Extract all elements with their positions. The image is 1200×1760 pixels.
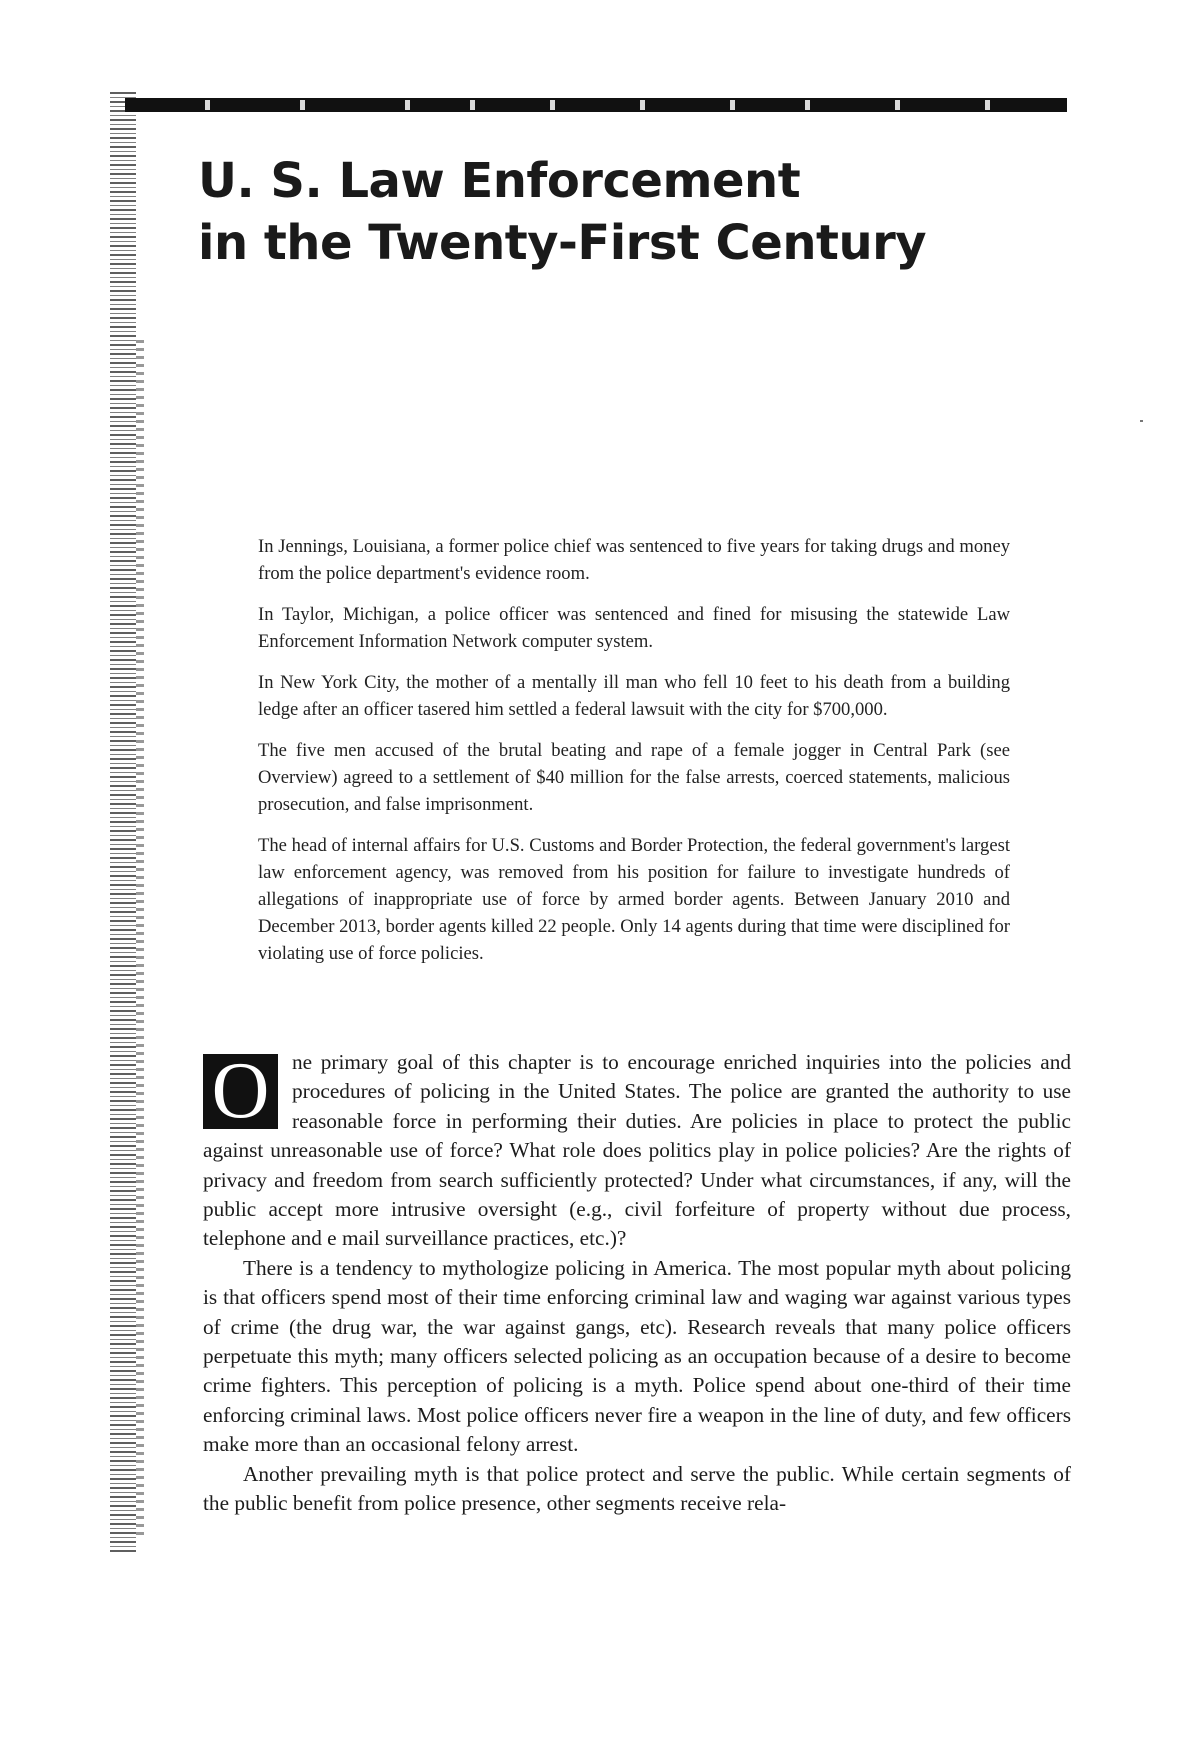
rule-notch (550, 100, 555, 110)
rule-notch (205, 100, 210, 110)
body-paragraph-1 (203, 1048, 1071, 1254)
body-paragraph-1-text: ne primary goal of this chapter is to encourage enriched inquiries into the policies and procedures of policing in the United States. The police are granted the authority to use reasonable force in performing their duties. Are policies in place to protect the public against unreasonable use of force? What role does politics play in police policies? Are the rights of privacy and freedom from search sufficiently protected? Under what circumstances, if any, will the public accept more intrusive oversight (e.g., civil forfeiture of property without due process, telephone and e mail surveillance practices, etc.)? (203, 1050, 1071, 1251)
rule-notch (985, 100, 990, 110)
scan-edge-artifact (110, 92, 136, 1552)
drop-cap: O (203, 1054, 278, 1129)
vignette-new-york: In New York City, the mother of a mentally ill man who fell 10 feet to his death from a building ledge after an officer tasered him settled a federal lawsuit with the city for $700,000. (258, 672, 1010, 720)
opening-vignettes (258, 533, 1010, 981)
rule-notch (470, 100, 475, 110)
vignette-border-protection: The head of internal affairs for U.S. Customs and Border Protection, the federal government's largest law enforcement agency, was removed from his position for failure to investigate hundreds of allegations of inappropriate use of force by armed border agents. Between January 2010 and December 2013, border agents killed 22 people. Only 14 agents during that time were disciplined for violating use of force policies. (258, 835, 1010, 964)
chapter-title-line1: U. S. Law Enforcement (198, 153, 801, 209)
vignette-jennings: In Jennings, Louisiana, a former police chief was sentenced to five years for taking drugs and money from the police department's evidence room. (258, 536, 1010, 584)
vignette-central-park: The five men accused of the brutal beating and rape of a female jogger in Central Park (see Overview) agreed to a settlement of $40 million for the false arrests, coerced statements, malicious prosecution, and false imprisonment. (258, 740, 1010, 815)
scan-edge-artifact-inner (136, 340, 144, 1540)
rule-notch (640, 100, 645, 110)
chapter-header-rule (125, 98, 1067, 112)
vignette-taylor: In Taylor, Michigan, a police officer was sentenced and fined for misusing the statewide Law Enforcement Information Network computer system. (258, 604, 1010, 652)
rule-notch (730, 100, 735, 110)
scan-speck (1140, 420, 1143, 422)
body-paragraph-2: There is a tendency to mythologize policing in America. The most popular myth about policing is that officers spend most of their time enforcing criminal law and waging war against various types of crime (the drug war, the war against gangs, etc). Research reveals that many police officers perpetuate this myth; many officers selected policing as an occupation because of a desire to become crime fighters. This perception of policing is a myth. Police spend about one-third of their time enforcing criminal laws. Most police officers never fire a weapon in the line of duty, and few officers make more than an occasional felony arrest. (203, 1255, 1071, 1457)
rule-notch (405, 100, 410, 110)
rule-notch (895, 100, 900, 110)
rule-notch (300, 100, 305, 110)
chapter-title (198, 150, 1098, 274)
chapter-title-line2: in the Twenty-First Century (198, 215, 927, 271)
rule-notch (805, 100, 810, 110)
body-paragraph-3: Another prevailing myth is that police protect and serve the public. While certain segments of the public benefit from police presence, other segments receive rela- (203, 1461, 1071, 1516)
chapter-body (203, 1048, 1071, 1519)
